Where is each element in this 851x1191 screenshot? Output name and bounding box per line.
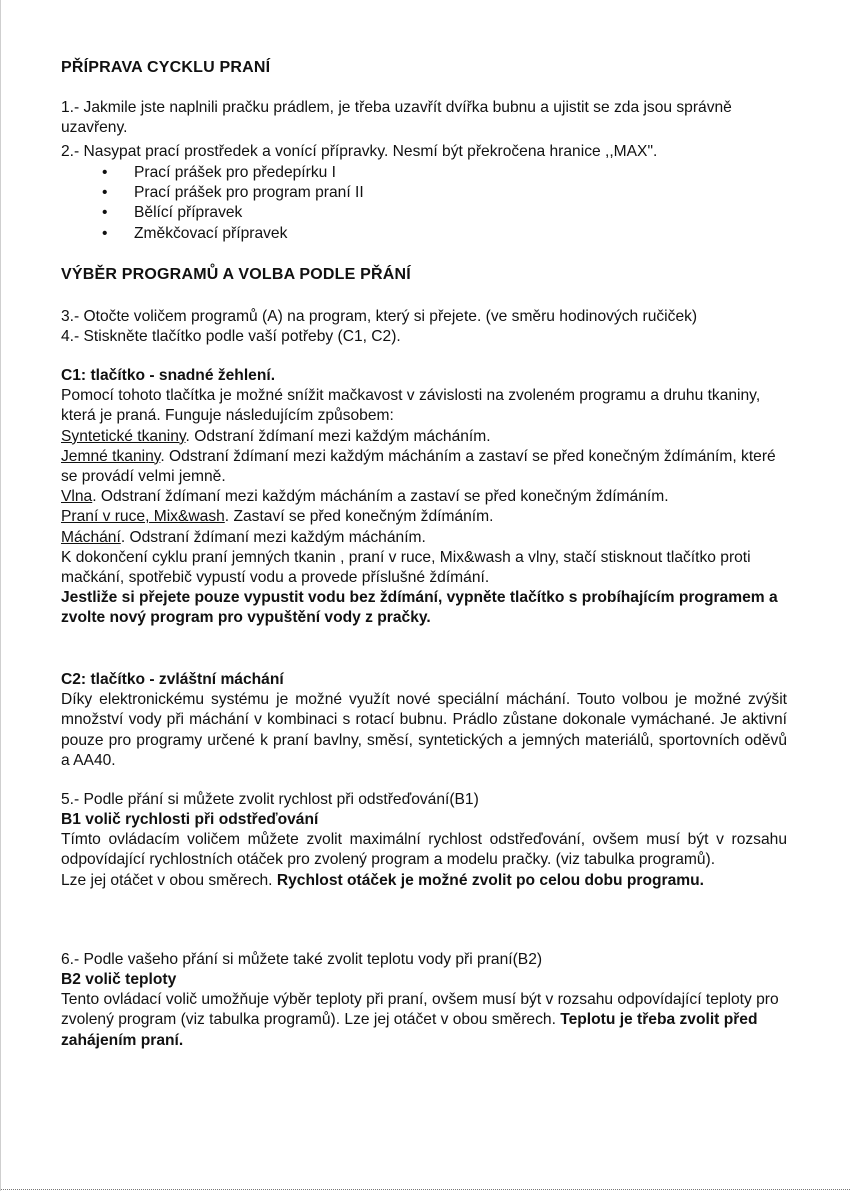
c1-handwash: Praní v ruce, Mix&wash. Zastaví se před konečným ždímáním.: [61, 508, 494, 526]
c1-intro: Pomocí tohoto tlačítka je možné snížit mačkavost v závislosti na zvoleném programu a druhu tkaniny, která je praná. Funguje následujícím způsobem:: [61, 387, 761, 425]
step-2-text: 2.- Nasypat prací prostředek a vonící přípravky. Nesmí být překročena hranice ,,MAX".: [61, 143, 658, 160]
c1-finish: K dokončení cyklu praní jemných tkanin , praní v ruce, Mix&wash a vlny, stačí stisknout tlačítko proti mačkání, spotřebič vypustí vodu a provede příslušné ždímání.: [61, 548, 751, 587]
bullet-icon: •: [102, 184, 108, 202]
list-item: • Bělící přípravek: [61, 203, 787, 223]
b2-section: [61, 970, 787, 1051]
section-title-program-selection: VÝBĚR PROGRAMŮ A VOLBA PODLE PŘÁNÍ: [61, 266, 411, 283]
step-5-text: 5.- Podle přání si můžete zvolit rychlost při odstřeďování(B1): [61, 791, 479, 808]
b1-text: Tímto ovládacím voličem můžete zvolit maximální rychlost odstřeďování, ovšem musí být v rozsahu odpovídající rychlostních otáček pro zvolený program a modelu pračky. (viz tabulka programů).: [61, 831, 787, 869]
detergent-list: [61, 163, 787, 244]
c1-synthetic: Syntetické tkaniny. Odstraní ždímaní mezi každým mácháním.: [61, 427, 491, 445]
list-item: • Prací prášek pro program praní II: [61, 183, 787, 203]
b1-direction-text: Lze jej otáčet v obou směrech. Rychlost otáček je možné zvolit po celou dobu programu.: [61, 871, 704, 889]
b2-text: Tento ovládací volič umožňuje výběr teploty při praní, ovšem musí být v rozsahu odpovídající teploty pro zvolený program (viz tabulka programů). Lze jej otáčet v obou směrech. Teplotu je třeba zvolit před zahájením praní.: [61, 991, 779, 1049]
list-item: • Prací prášek pro předepírku I: [61, 163, 787, 183]
c2-heading: C2: tlačítko - zvláštní máchání: [61, 671, 284, 688]
bullet-icon: •: [102, 164, 108, 181]
c1-bold-note: Jestliže si přejete pouze vypustit vodu bez ždímání, vypněte tlačítko s probíhajícím programem a zvolte nový program pro vypuštění vody z pračky.: [61, 589, 778, 627]
section-title-preparation: PŘÍPRAVA CYCKLU PRANÍ: [61, 59, 271, 76]
b1-section: [61, 810, 787, 891]
step-4-text: 4.- Stiskněte tlačítko podle vaší potřeby (C1, C2).: [61, 328, 401, 345]
c2-text: Díky elektronickému systému je možné využít nové speciální máchání. Touto volbou je možné zvýšit množství vody při máchání v kombinaci s rotací bubnu. Prádlo zůstane dokonale vymáchané. Je aktivní pouze pro programy určené k praní bavlny, směsí, syntetických a jemných materiálů, sportovních oděvů a AA40.: [61, 691, 787, 769]
c1-wool: Vlna. Odstraní ždímaní mezi každým mácháním a zastaví se před konečným ždímáním.: [61, 488, 669, 506]
list-item: • Změkčovací přípravek: [61, 224, 787, 244]
c1-delicate: Jemné tkaniny. Odstraní ždímaní mezi každým mácháním a zastaví se před konečným ždímáním, které se provádí velmi jemně.: [61, 447, 776, 486]
c1-section: [61, 366, 787, 629]
bullet-icon: •: [102, 224, 108, 242]
page-bottom-border: [1, 1189, 851, 1190]
c2-section: [61, 670, 787, 771]
step-6-text: 6.- Podle vašeho přání si můžete také zvolit teplotu vody při praní(B2): [61, 951, 543, 968]
step-1-text: 1.- Jakmile jste naplnili pračku prádlem, je třeba uzavřít dvířka bubnu a ujistit se zda jsou správně uzavřeny.: [61, 99, 732, 137]
bullet-icon: •: [102, 204, 108, 222]
b1-heading: B1 volič rychlosti při odstřeďování: [61, 811, 319, 828]
c1-rinse: Máchání. Odstraní ždímaní mezi každým mácháním.: [61, 528, 426, 546]
c1-heading: C1: tlačítko - snadné žehlení.: [61, 367, 276, 384]
b2-heading: B2 volič teploty: [61, 971, 177, 988]
step-3-text: 3.- Otočte voličem programů (A) na program, který si přejete. (ve směru hodinových ručiček): [61, 308, 698, 325]
